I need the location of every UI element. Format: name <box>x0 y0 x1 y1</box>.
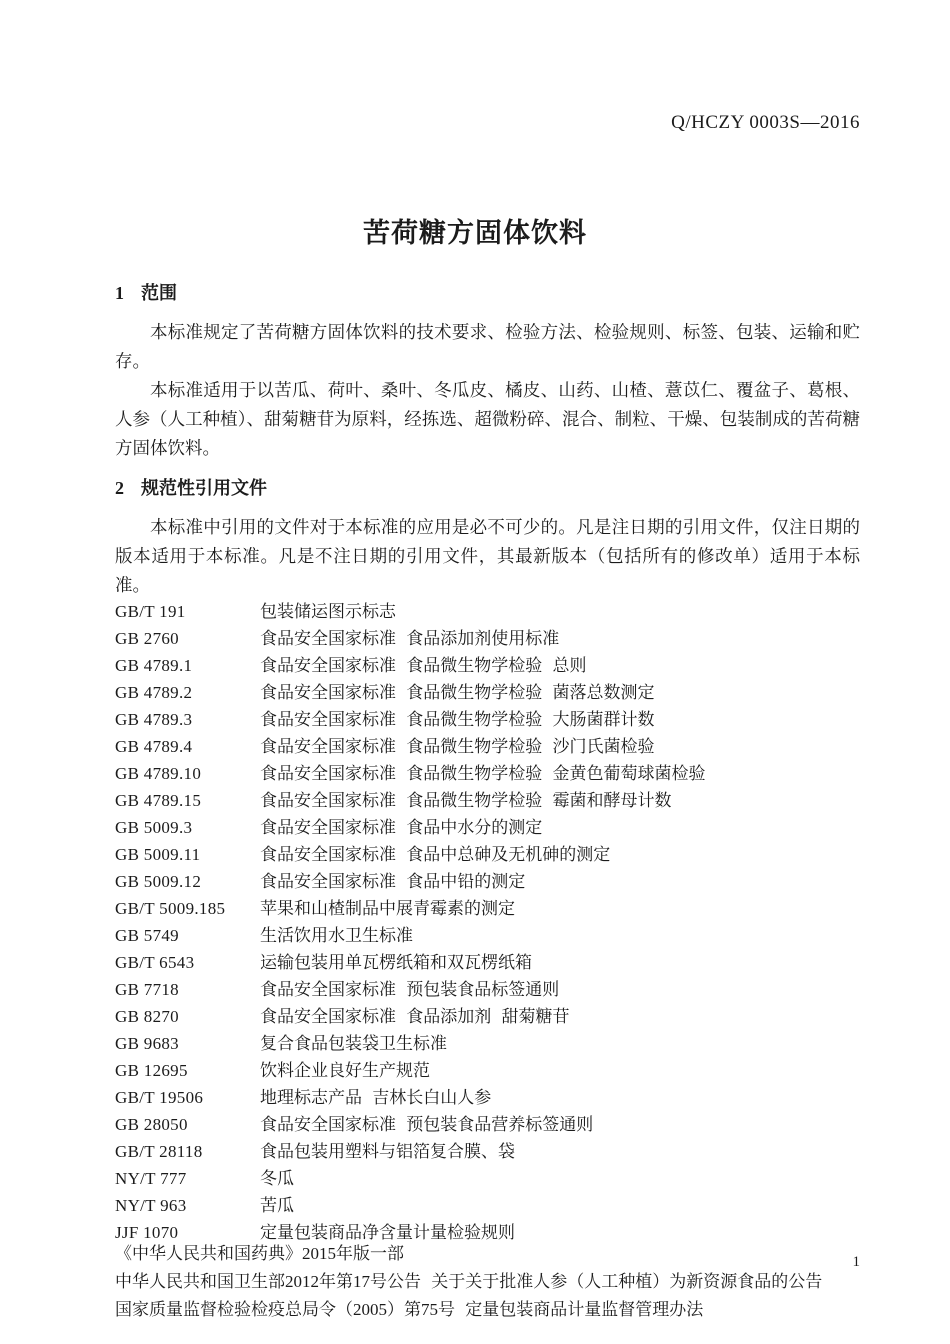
reference-row <box>115 922 860 949</box>
reference-code: NY/T 963 <box>115 1196 187 1215</box>
reference-row <box>115 733 860 760</box>
reference-code: GB 5009.11 <box>115 845 201 864</box>
reference-title: 苹果和山楂制品中展青霉素的测定 <box>260 899 515 918</box>
section-title: 规范性引用文件 <box>141 478 267 498</box>
reference-row <box>115 1003 860 1030</box>
reference-title: 定量包装商品净含量计量检验规则 <box>260 1223 515 1242</box>
reference-row <box>115 625 860 652</box>
reference-row <box>115 598 860 625</box>
section-title: 范围 <box>141 283 177 303</box>
reference-title: 复合食品包装袋卫生标准 <box>260 1034 447 1053</box>
reference-title: 饮料企业良好生产规范 <box>260 1061 430 1080</box>
page-number: 1 <box>852 1254 860 1270</box>
reference-title: 食品安全国家标准 食品微生物学检验 菌落总数测定 <box>260 683 655 702</box>
reference-row <box>115 1165 860 1192</box>
reference-code: GB 4789.4 <box>115 737 193 756</box>
reference-row <box>115 1138 860 1165</box>
reference-row <box>115 841 860 868</box>
reference-title: 苦瓜 <box>260 1196 294 1215</box>
document-body <box>115 281 860 1324</box>
document-title: 苦荷糖方固体饮料 <box>363 218 587 249</box>
reference-title: 地理标志产品 吉林长白山人参 <box>260 1088 492 1107</box>
section-number: 1 <box>115 283 124 303</box>
reference-code: GB 2760 <box>115 629 179 648</box>
reference-code: GB/T 19506 <box>115 1088 204 1107</box>
reference-code: GB 4789.3 <box>115 710 193 729</box>
section-number: 2 <box>115 478 124 498</box>
section-normative-references <box>115 476 860 1324</box>
reference-code: GB 7718 <box>115 980 179 999</box>
reference-code: GB 28050 <box>115 1115 188 1134</box>
reference-code: GB 5749 <box>115 926 179 945</box>
reference-row <box>115 814 860 841</box>
reference-row <box>115 1192 860 1219</box>
reference-row <box>115 1030 860 1057</box>
section-scope <box>115 281 860 463</box>
reference-code: GB 12695 <box>115 1061 188 1080</box>
trailing-reference-line: 《中华人民共和国药典》2015年版一部 <box>115 1244 404 1263</box>
section-paragraphs <box>115 513 860 600</box>
reference-title: 食品安全国家标准 食品添加剂 甜菊糖苷 <box>260 1007 570 1026</box>
trailing-reference-line: 中华人民共和国卫生部2012年第17号公告 关于关于批准人参（人工种植）为新资源食品的公告 <box>115 1272 823 1291</box>
reference-row <box>115 868 860 895</box>
section-heading <box>115 476 860 500</box>
reference-title: 食品安全国家标准 食品添加剂使用标准 <box>260 629 560 648</box>
reference-row <box>115 706 860 733</box>
reference-row <box>115 787 860 814</box>
reference-title: 食品安全国家标准 食品中水分的测定 <box>260 818 543 837</box>
reference-code: GB 5009.12 <box>115 872 202 891</box>
reference-row <box>115 760 860 787</box>
reference-code: GB/T 6543 <box>115 953 195 972</box>
reference-title: 食品安全国家标准 预包装食品营养标签通则 <box>260 1115 594 1134</box>
reference-title: 运输包装用单瓦楞纸箱和双瓦楞纸箱 <box>260 953 532 972</box>
reference-title: 食品安全国家标准 食品微生物学检验 霉菌和酵母计数 <box>260 791 672 810</box>
reference-row <box>115 895 860 922</box>
reference-row <box>115 1057 860 1084</box>
reference-row <box>115 1111 860 1138</box>
reference-code: GB/T 28118 <box>115 1142 203 1161</box>
reference-code: GB 8270 <box>115 1007 179 1026</box>
reference-title: 包装储运图示标志 <box>260 602 396 621</box>
paragraph: 本标准适用于以苦瓜、荷叶、桑叶、冬瓜皮、橘皮、山药、山楂、薏苡仁、覆盆子、葛根、人参（人工种植）、甜菊糖苷为原料，经拣选、超微粉碎、混合、制粒、干燥、包装制成的苦荷糖方固体饮料。 <box>115 380 860 458</box>
reference-title: 冬瓜 <box>260 1169 294 1188</box>
reference-title: 食品安全国家标准 预包装食品标签通则 <box>260 980 560 999</box>
paragraph: 本标准规定了苦荷糖方固体饮料的技术要求、检验方法、检验规则、标签、包装、运输和贮存。 <box>115 322 860 371</box>
reference-row <box>115 949 860 976</box>
reference-code: GB 4789.10 <box>115 764 202 783</box>
reference-title: 食品包装用塑料与铝箔复合膜、袋 <box>260 1142 515 1161</box>
reference-code: GB/T 5009.185 <box>115 899 226 918</box>
reference-code: NY/T 777 <box>115 1169 187 1188</box>
reference-title: 食品安全国家标准 食品微生物学检验 沙门氏菌检验 <box>260 737 655 756</box>
reference-code: GB 5009.3 <box>115 818 193 837</box>
reference-code: GB 4789.2 <box>115 683 193 702</box>
reference-title: 食品安全国家标准 食品中铅的测定 <box>260 872 526 891</box>
reference-code: JJF 1070 <box>115 1223 179 1242</box>
references-list <box>115 598 860 1246</box>
section-paragraphs <box>115 318 860 463</box>
reference-title: 食品安全国家标准 食品中总砷及无机砷的测定 <box>260 845 611 864</box>
section-heading <box>115 281 860 305</box>
reference-title: 生活饮用水卫生标准 <box>260 926 413 945</box>
trailing-references <box>115 1240 860 1324</box>
reference-row <box>115 652 860 679</box>
reference-title: 食品安全国家标准 食品微生物学检验 大肠菌群计数 <box>260 710 655 729</box>
paragraph: 本标准中引用的文件对于本标准的应用是必不可少的。凡是注日期的引用文件，仅注日期的版本适用于本标准。凡是不注日期的引用文件，其最新版本（包括所有的修改单）适用于本标准。 <box>115 517 860 595</box>
reference-title: 食品安全国家标准 食品微生物学检验 金黄色葡萄球菌检验 <box>260 764 706 783</box>
reference-row <box>115 976 860 1003</box>
reference-code: GB/T 191 <box>115 602 186 621</box>
reference-code: GB 9683 <box>115 1034 179 1053</box>
reference-code: GB 4789.1 <box>115 656 193 675</box>
reference-row <box>115 679 860 706</box>
reference-code: GB 4789.15 <box>115 791 202 810</box>
standard-number-header: Q/HCZY 0003S—2016 <box>671 112 860 133</box>
reference-row <box>115 1084 860 1111</box>
reference-title: 食品安全国家标准 食品微生物学检验 总则 <box>260 656 587 675</box>
trailing-reference-line: 国家质量监督检验检疫总局令（2005）第75号 定量包装商品计量监督管理办法 <box>115 1300 704 1319</box>
